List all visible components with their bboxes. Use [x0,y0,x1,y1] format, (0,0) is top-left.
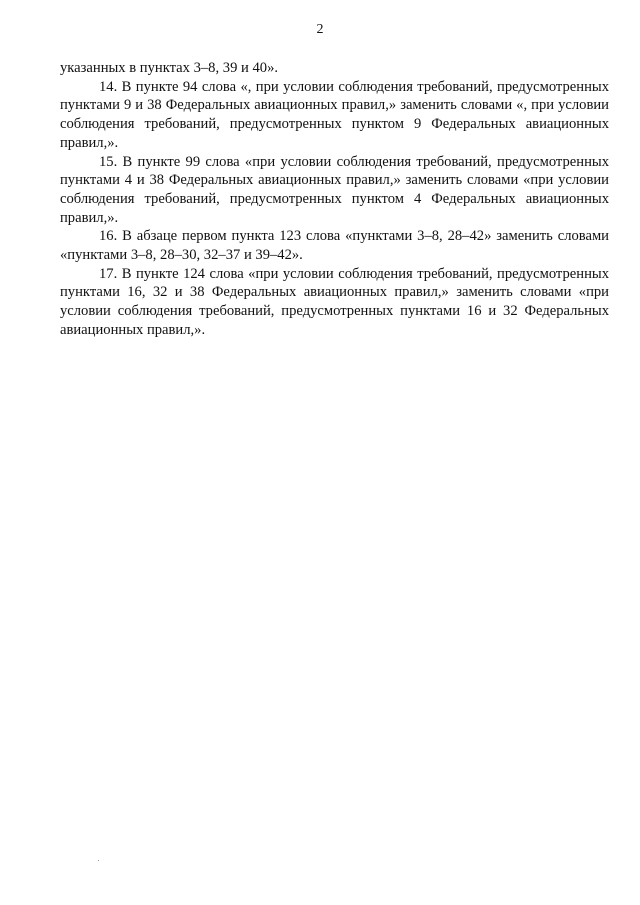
document-body [60,59,609,340]
paragraph-item-17: 17. В пункте 124 слова «при условии соблюдения требований, предусмотренных пунктами 16, 32 и 38 Федеральных авиационных правил,» заменить словами «при условии соблюдения требований, предусмотренных пунктами 16 и 32 Федеральных авиационных правил,». [60,265,609,338]
paragraph-item-14: 14. В пункте 94 слова «, при условии соблюдения требований, предусмотренных пунктами 9 и 38 Федеральных авиационных правил,» заменить словами «, при условии соблюдения требований, предусмотренных пунктом 9 Федеральных авиационных правил,». [60,78,609,151]
paragraph-item-15: 15. В пункте 99 слова «при условии соблюдения требований, предусмотренных пунктами 4 и 38 Федеральных авиационных правил,» заменить словами «при условии соблюдения требований, предусмотренных пунктом 4 Федеральных авиационных правил,». [60,153,609,226]
paragraph-item-16: 16. В абзаце первом пункта 123 слова «пунктами 3–8, 28–42» заменить словами «пунктами 3–8, 28–30, 32–37 и 39–42». [60,228,609,264]
scan-artifact-dot [98,860,99,861]
paragraph-continuation: указанных в пунктах 3–8, 39 и 40». [60,60,279,76]
page-number: 2 [316,22,324,37]
